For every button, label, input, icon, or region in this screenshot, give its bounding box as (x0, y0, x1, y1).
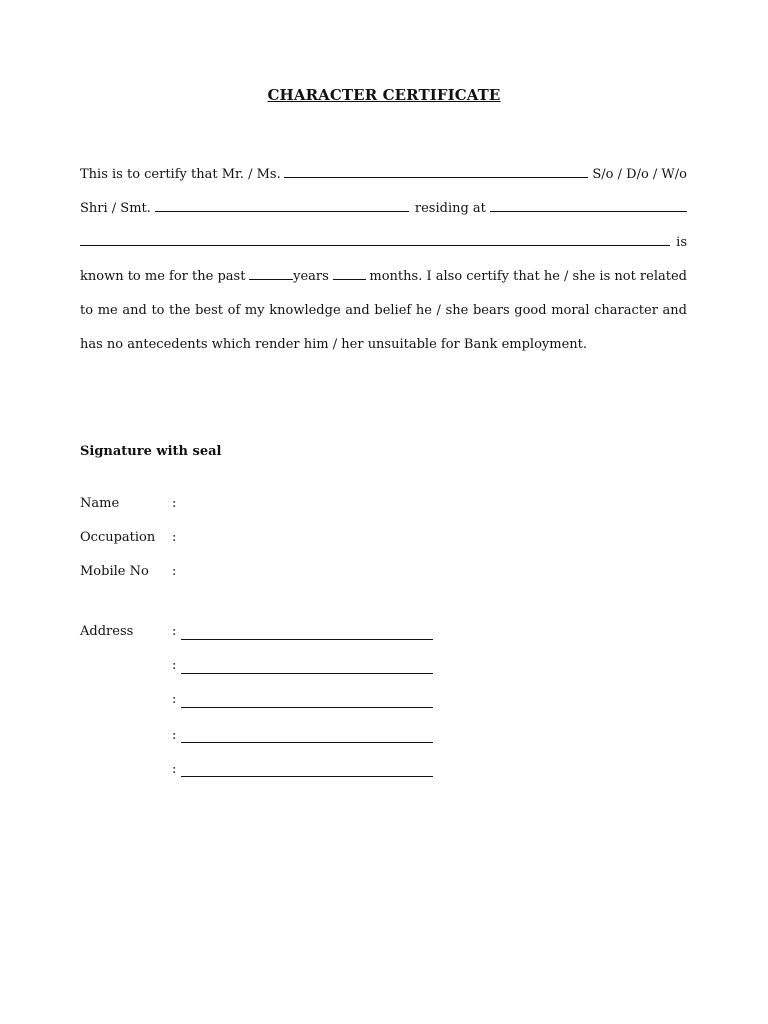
address-line-4 (181, 742, 433, 743)
is-text: is (676, 235, 687, 250)
years-text: years (293, 269, 329, 284)
known-text: known to me for the past (80, 269, 246, 284)
address-colon-3: : (172, 692, 177, 707)
address-line-5 (181, 776, 433, 777)
address-colon-4: : (172, 728, 177, 743)
months-blank (333, 279, 367, 280)
body-line-2 (80, 196, 687, 216)
candidate-name-blank (284, 177, 589, 178)
address-colon-5: : (172, 762, 177, 777)
years-blank (249, 279, 293, 280)
body-line-4 (80, 264, 687, 284)
signature-heading: Signature with seal (80, 444, 222, 459)
certify-text: This is to certify that Mr. / Ms. (80, 167, 281, 182)
residing-text: residing at (414, 201, 486, 216)
name-label: Name (80, 496, 120, 511)
address-colon-2: : (172, 658, 177, 673)
occupation-label: Occupation (80, 530, 156, 545)
parent-name-blank (155, 211, 409, 212)
body-line-6 (80, 332, 687, 352)
address-line-1 (181, 639, 433, 640)
body-line-1 (80, 162, 687, 182)
body-line-3 (80, 230, 687, 250)
body-line-5 (80, 298, 687, 318)
address-label: Address (80, 624, 134, 639)
occupation-colon: : (172, 530, 177, 545)
address-colon-1: : (172, 624, 177, 639)
page-title: CHARACTER CERTIFICATE (267, 86, 501, 104)
months-text: months. I also certify that he / she is not related (369, 269, 687, 284)
name-colon: : (172, 496, 177, 511)
address-blank (80, 245, 670, 246)
mobile-colon: : (172, 564, 177, 579)
parent-prefix-text: Shri / Smt. (80, 201, 151, 216)
residence-blank (490, 211, 687, 212)
mobile-label: Mobile No (80, 564, 149, 579)
address-line-3 (181, 707, 433, 708)
address-line-2 (181, 673, 433, 674)
knowledge-text: to me and to the best of my knowledge and belief he / she bears good moral character and (80, 303, 687, 318)
relation-text: S/o / D/o / W/o (592, 167, 687, 182)
antecedents-text: has no antecedents which render him / her unsuitable for Bank employment. (80, 337, 588, 352)
